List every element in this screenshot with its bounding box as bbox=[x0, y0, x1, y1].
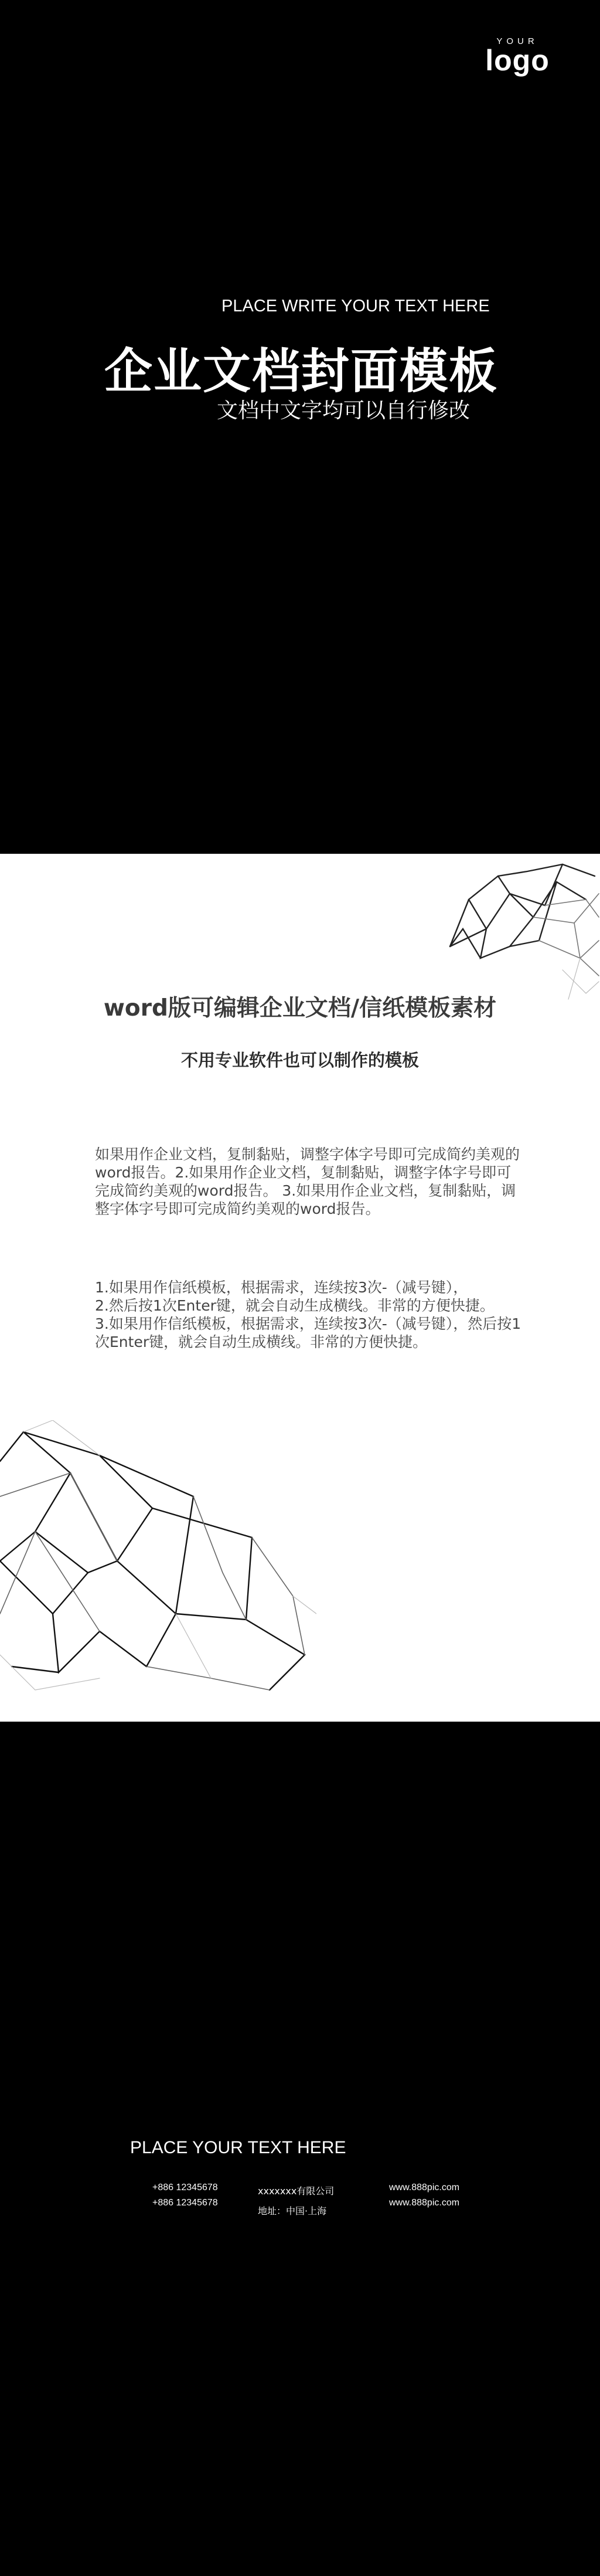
phone-list bbox=[152, 2180, 218, 2211]
content-subtitle: 不用专业软件也可以制作的模板 bbox=[180, 1050, 419, 1070]
phone-number: +886 12345678 bbox=[152, 2183, 218, 2193]
cover-title: 企业文档封面模板 bbox=[104, 344, 499, 399]
website-list bbox=[389, 2180, 459, 2211]
cover-page bbox=[0, 0, 600, 854]
back-cover-page bbox=[0, 1722, 600, 2576]
content-paragraph-2-line: 2.然后按1次Enter键，就会自动生成横线。非常的方便快捷。 bbox=[95, 1297, 495, 1314]
cover-subtitle-cn: 文档中文字均可以自行修改 bbox=[217, 399, 471, 423]
website-link[interactable]: www.888pic.com bbox=[389, 2198, 460, 2208]
content-page bbox=[0, 854, 600, 1722]
company-info bbox=[258, 2181, 334, 2221]
content-paragraph-2-line: 1.如果用作信纸模板，根据需求，连续按3次-（减号键）， bbox=[95, 1279, 468, 1296]
geometric-lines-decoration-top bbox=[445, 858, 600, 1005]
cover-subtitle-en: PLACE WRITE YOUR TEXT HERE bbox=[221, 297, 490, 315]
company-name: xxxxxxx有限公司 bbox=[258, 2185, 335, 2197]
back-title: PLACE YOUR TEXT HERE bbox=[130, 2138, 346, 2157]
logo-top-text: YOUR bbox=[496, 36, 538, 46]
content-paragraph-1: 如果用作企业文档，复制黏贴，调整字体字号即可完成简约美观的word报告。2.如果用作企业文档，复制黏贴，调整字体字号即可完成简约美观的word报告。 3.如果用作企业文档，复制黏贴，调整字体字号即可完成简约美观的word报告。 bbox=[95, 1146, 520, 1217]
website-link[interactable]: www.888pic.com bbox=[389, 2183, 460, 2193]
phone-number: +886 12345678 bbox=[152, 2198, 218, 2208]
content-paragraph-2-line: 3.如果用作信纸模板，根据需求，连续按3次-（减号键），然后按1次Enter键，就会自动生成横线。非常的方便快捷。 bbox=[95, 1315, 521, 1350]
logo bbox=[485, 36, 550, 77]
company-address: 地址：中国·上海 bbox=[258, 2205, 327, 2217]
geometric-lines-decoration-bottom bbox=[0, 1420, 316, 1696]
content-paragraph-2 bbox=[95, 1278, 523, 1351]
logo-main-text: logo bbox=[485, 44, 550, 77]
content-title: word版可编辑企业文档/信纸模板素材 bbox=[103, 995, 497, 1021]
